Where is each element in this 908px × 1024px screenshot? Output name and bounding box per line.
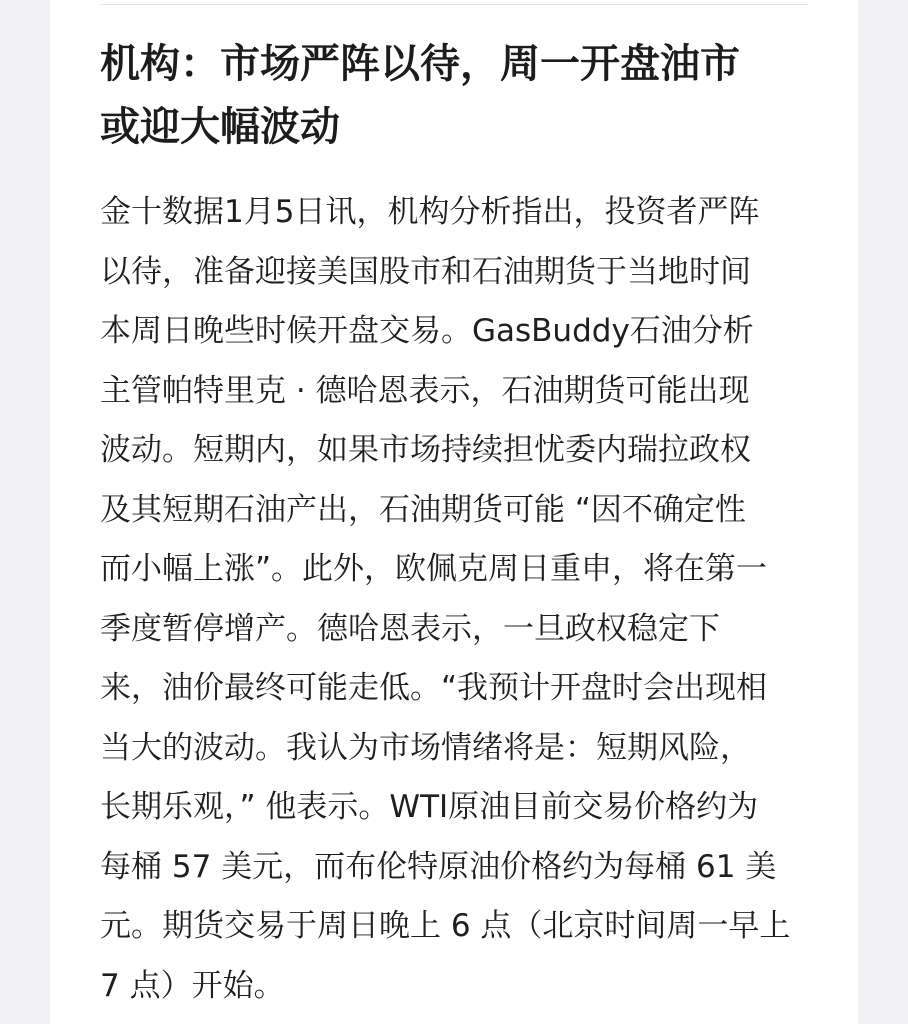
article-title-line: 或迎大幅波动 bbox=[100, 103, 340, 150]
article-title bbox=[100, 32, 812, 158]
article-body-line: 每桶 57 美元，而布伦特原油价格约为每桶 61 美 bbox=[100, 848, 777, 885]
article-body-line: 当大的波动。我认为市场情绪将是：短期风险， bbox=[100, 729, 751, 766]
article-body-line: 主管帕特里克 · 德哈恩表示，石油期货可能出现 bbox=[100, 372, 750, 409]
article-body-line: 7 点）开始。 bbox=[100, 967, 285, 1004]
article-card bbox=[50, 0, 858, 1024]
article-body bbox=[100, 183, 812, 1016]
article-body-line: 来，油价最终可能走低。“我预计开盘时会出现相 bbox=[100, 670, 768, 706]
article-body-line: 长期乐观，” 他表示。WTI原油目前交易价格约为 bbox=[100, 789, 759, 825]
article-title-line: 机构：市场严阵以待，周一开盘油市 bbox=[100, 40, 740, 87]
article-body-line: 本周日晚些时候开盘交易。GasBuddy石油分析 bbox=[100, 313, 754, 349]
article-body-line: 波动。短期内，如果市场持续担忧委内瑞拉政权 bbox=[100, 432, 751, 468]
article-body-line: 及其短期石油产出，石油期货可能 “因不确定性 bbox=[100, 491, 746, 528]
article-body-line: 金十数据1月5日讯，机构分析指出，投资者严阵 bbox=[100, 194, 760, 230]
top-divider bbox=[100, 4, 808, 5]
article-body-line: 季度暂停增产。德哈恩表示，一旦政权稳定下 bbox=[100, 610, 720, 647]
article-body-line: 而小幅上涨”。此外，欧佩克周日重申，将在第一 bbox=[100, 551, 768, 587]
article-body-line: 元。期货交易于周日晚上 6 点（北京时间周一早上 bbox=[100, 908, 791, 944]
article-body-line: 以待，准备迎接美国股市和石油期货于当地时间 bbox=[100, 253, 751, 290]
